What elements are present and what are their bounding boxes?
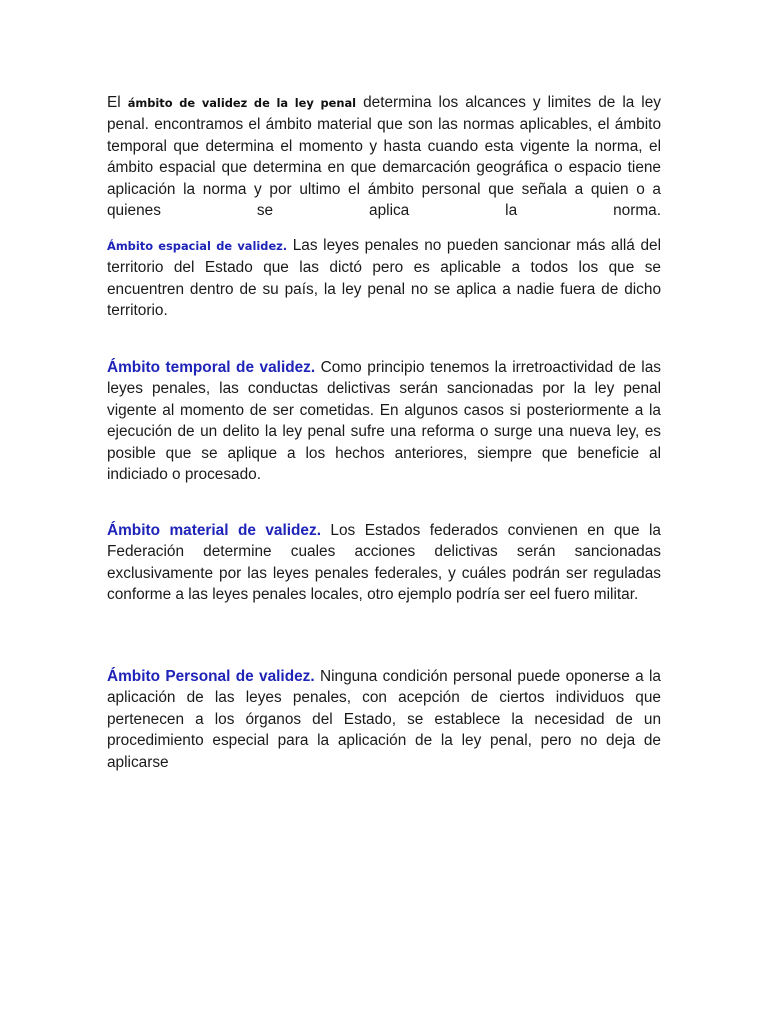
personal-scope-paragraph bbox=[107, 666, 661, 773]
personal-scope-body: Ninguna condición personal puede oponerse a la aplicación de las leyes penales, con acepción de ciertos individuos que pertenecen a los órganos del Estado, se establece la necesidad de un procedimiento especial para la aplicación de la ley penal, pero no deja de aplicarse bbox=[107, 668, 661, 771]
material-scope-heading: Ámbito material de validez. bbox=[107, 522, 321, 539]
spatial-scope-body: Las leyes penales no pueden sancionar más allá del territorio del Estado que las dictó pero es aplicable a todos los que se encuentren dentro de su país, la ley penal no se aplica a nadie fuera de dicho territorio. bbox=[107, 237, 661, 320]
personal-scope-heading: Ámbito Personal de validez. bbox=[107, 668, 315, 685]
intro-prefix: El bbox=[107, 94, 128, 111]
intro-heading: ámbito de validez de la ley penal bbox=[127, 96, 357, 110]
intro-paragraph bbox=[107, 92, 661, 221]
intro-body: determina los alcances y limites de la ley penal. encontramos el ámbito material que son las normas aplicables, el ámbito temporal que determina el momento y hasta cuando esta vigente la norma, el ámbito espacial que determina en que demarcación geográfica o espacio tiene aplicación la norma y por ultimo el ámbito personal que señala a quien o a quienes se aplica la norma. bbox=[107, 94, 661, 220]
temporal-scope-paragraph bbox=[107, 357, 661, 485]
temporal-scope-body: Como principio tenemos la irretroactividad de las leyes penales, las conductas delictivas serán sancionadas por la ley penal vigente al momento de ser cometidas. En algunos casos si posteriormente a la ejecución de un delito la ley penal sufre una reforma o surge una nueva ley, es posible que se aplique a los hechos anteriores, siempre que beneficie al indiciado o procesado. bbox=[107, 359, 661, 484]
material-scope-paragraph bbox=[107, 520, 661, 606]
material-scope-body: Los Estados federados convienen en que la Federación determine cuales acciones delictivas serán sancionadas exclusivamente por las leyes penales federales, y cuáles podrán ser reguladas conforme a las leyes penales locales, otro ejemplo podría ser eel fuero militar. bbox=[107, 522, 661, 604]
spatial-scope-paragraph bbox=[107, 235, 661, 322]
temporal-scope-heading: Ámbito temporal de validez. bbox=[107, 359, 316, 376]
spatial-scope-heading: Ámbito espacial de validez. bbox=[107, 239, 288, 253]
